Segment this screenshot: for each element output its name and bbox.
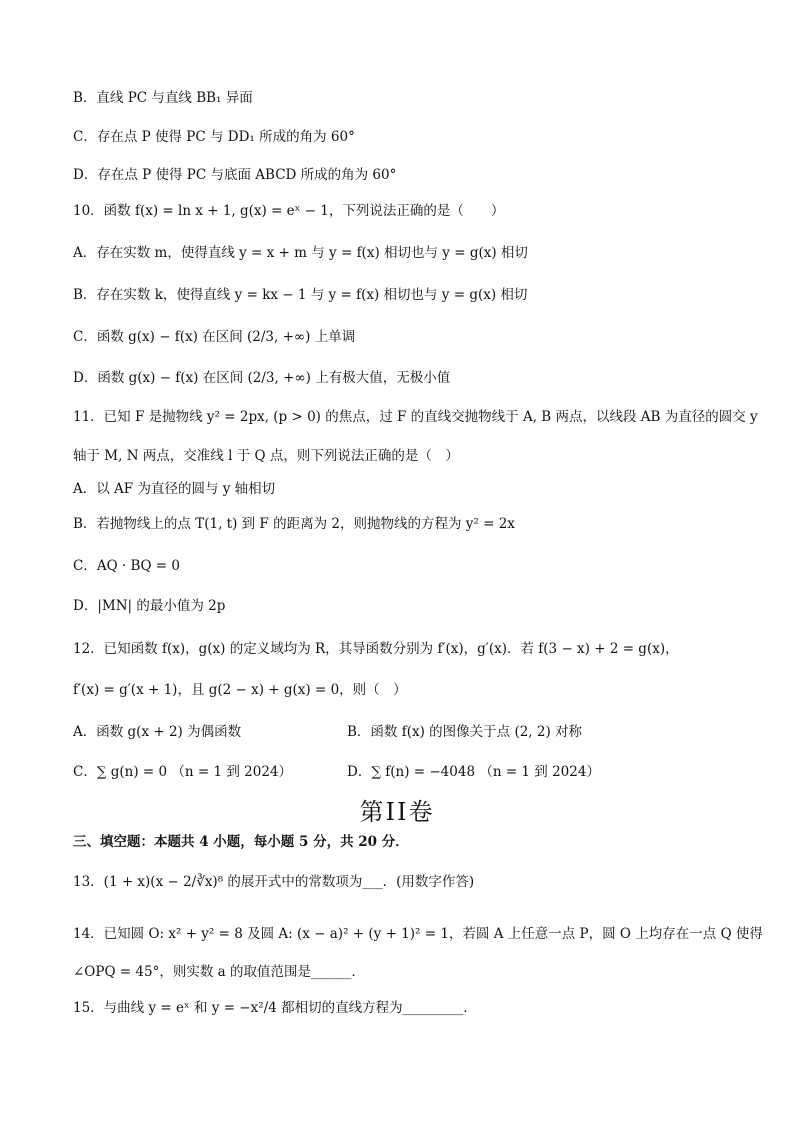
question-10: 10．函数 f(x) = ln x + 1, g(x) = eˣ − 1，下列说法正确的是（ ） [73, 203, 505, 219]
question-11-line1: 11．已知 F 是抛物线 y² = 2px, (p > 0) 的焦点，过 F 的直线交抛物线于 A, B 两点，以线段 AB 为直径的圆交 y [73, 409, 758, 425]
question-12-line1: 12．已知函数 f(x)，g(x) 的定义域均为 R，其导函数分别为 f′(x)，g′(x)．若 f(3 − x) + 2 = g(x)， [73, 641, 679, 657]
question-14-line2: ∠OPQ = 45°，则实数 a 的取值范围是______． [73, 964, 365, 980]
option-10c: C．函数 g(x) − f(x) 在区间 (2/3, +∞) 上单调 [73, 329, 356, 345]
option-10b: B．存在实数 k，使得直线 y = kx − 1 与 y = f(x) 相切也与 y = g(x) 相切 [73, 287, 528, 303]
option-12c: C．∑ g(n) = 0 （n = 1 到 2024） [73, 764, 293, 780]
section-title: 第II卷 [359, 798, 435, 826]
option-11b: B．若抛物线上的点 T(1, t) 到 F 的距离为 2，则抛物线的方程为 y² = 2x [73, 516, 515, 532]
option-11c: C．AQ · BQ = 0 [73, 558, 180, 574]
question-13: 13．(1 + x)(x − 2/∛x)⁸ 的展开式中的常数项为___．(用数字作答) [73, 874, 475, 890]
section-3-heading: 三、填空题：本题共 4 小题，每小题 5 分，共 20 分． [73, 834, 409, 850]
question-11-line2: 轴于 M, N 两点，交准线 l 于 Q 点，则下列说法正确的是（ ） [73, 448, 459, 464]
option-9b: B．直线 PC 与直线 BB₁ 异面 [73, 90, 253, 106]
option-11d: D．|MN| 的最小值为 2p [73, 598, 226, 614]
option-12b: B．函数 f(x) 的图像关于点 (2, 2) 对称 [347, 724, 583, 740]
option-10a: A．存在实数 m，使得直线 y = x + m 与 y = f(x) 相切也与 y = g(x) 相切 [73, 245, 528, 261]
option-11a: A．以 AF 为直径的圆与 y 轴相切 [73, 481, 276, 497]
option-12d: D．∑ f(n) = −4048 （n = 1 到 2024） [347, 764, 600, 780]
option-10d: D．函数 g(x) − f(x) 在区间 (2/3, +∞) 上有极大值，无极小值 [73, 370, 451, 386]
option-12a: A．函数 g(x + 2) 为偶函数 [73, 724, 242, 740]
question-14-line1: 14．已知圆 O: x² + y² = 8 及圆 A: (x − a)² + (y + 1)² = 1，若圆 A 上任意一点 P，圆 O 上均存在一点 Q 使得 [73, 926, 763, 942]
option-9d: D．存在点 P 使得 PC 与底面 ABCD 所成的角为 60° [73, 167, 397, 183]
question-12-line2: f′(x) = g′(x + 1)，且 g(2 − x) + g(x) = 0，则（ ） [73, 682, 407, 698]
question-15: 15．与曲线 y = eˣ 和 y = −x²/4 都相切的直线方程为_________． [73, 1000, 477, 1016]
option-9c: C．存在点 P 使得 PC 与 DD₁ 所成的角为 60° [73, 129, 355, 145]
